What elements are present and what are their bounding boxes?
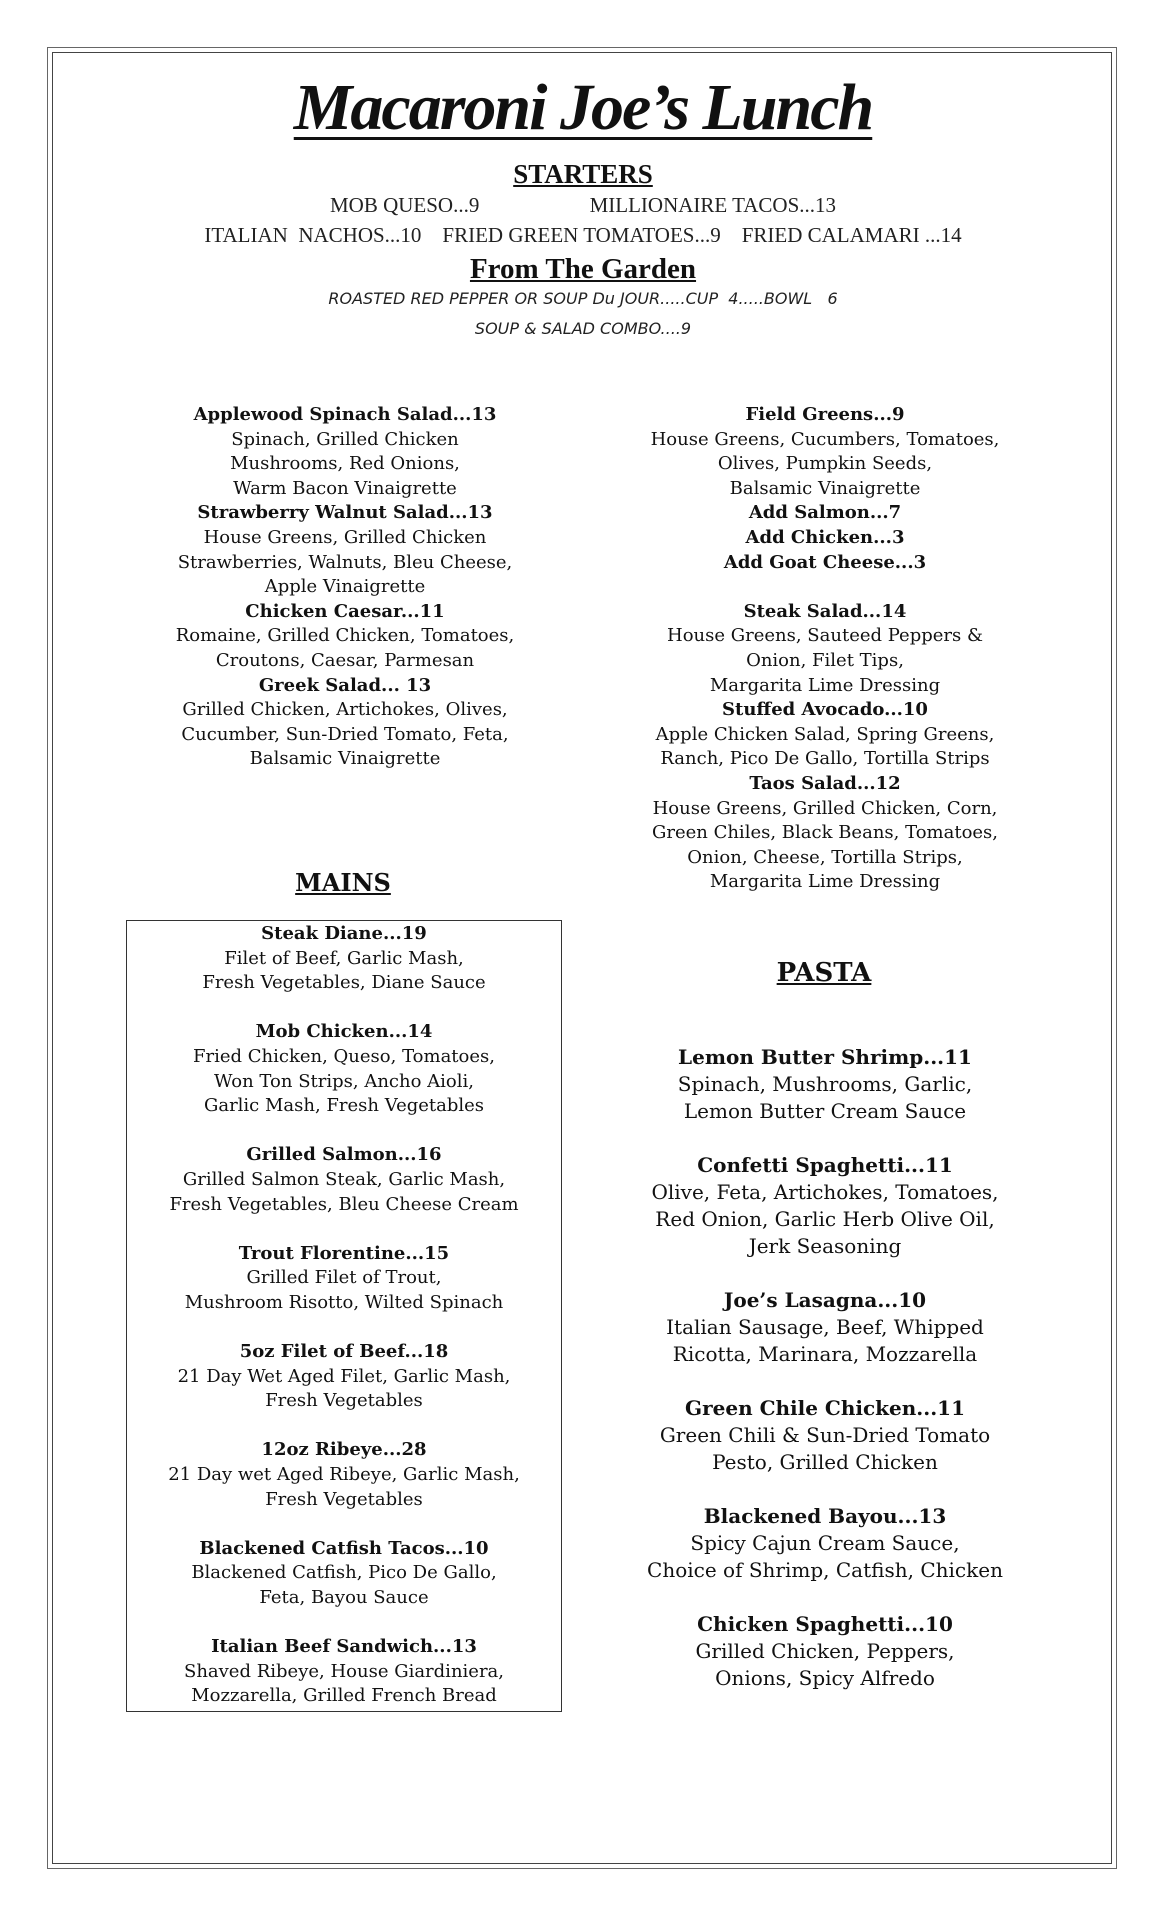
pasta-desc: Red Onion, Garlic Herb Olive Oil, <box>655 1207 995 1231</box>
salad-desc: House Greens, Grilled Chicken <box>203 526 487 548</box>
pasta-desc: Grilled Chicken, Peppers, <box>695 1639 955 1663</box>
main-item <box>126 1340 562 1414</box>
pasta-name: Confetti Spaghetti...11 <box>697 1153 953 1177</box>
pasta-desc: Onions, Spicy Alfredo <box>715 1666 935 1690</box>
salad-desc: Strawberries, Walnuts, Bleu Cheese, <box>177 551 513 573</box>
main-desc: Garlic Mash, Fresh Vegetables <box>203 1095 485 1117</box>
pasta-name: Chicken Spaghetti...10 <box>697 1612 953 1636</box>
salad-desc: Onion, Filet Tips, <box>746 649 904 671</box>
salad-desc: Cucumber, Sun-Dried Tomato, Feta, <box>181 723 509 745</box>
pasta-desc: Spicy Cajun Cream Sauce, <box>690 1531 960 1555</box>
soup-combo-line: SOUP & SALAD COMBO....9 <box>474 319 692 338</box>
salads-left-column <box>130 403 560 772</box>
pasta-item <box>610 1287 1040 1368</box>
main-name: Blackened Catfish Tacos...10 <box>199 1537 489 1559</box>
main-item <box>126 1438 562 1512</box>
salad-desc: Romaine, Grilled Chicken, Tomatoes, <box>175 625 515 647</box>
salad-desc: House Greens, Grilled Chicken, Corn, <box>652 797 998 819</box>
main-desc: Fresh Vegetables, Bleu Cheese Cream <box>169 1193 519 1215</box>
salad-desc: Warm Bacon Vinaigrette <box>233 477 457 499</box>
salad-desc: Croutons, Caesar, Parmesan <box>215 649 475 671</box>
pasta-desc: Spinach, Mushrooms, Garlic, <box>677 1072 973 1096</box>
salad-name: Strawberry Walnut Salad...13 <box>197 502 493 524</box>
starters-row-2 <box>0 221 1166 249</box>
salad-name: Taos Salad...12 <box>749 772 901 794</box>
salad-desc: Apple Vinaigrette <box>264 576 426 598</box>
salad-desc: Ranch, Pico De Gallo, Tortilla Strips <box>660 748 990 770</box>
soup-line: ROASTED RED PEPPER OR SOUP Du JOUR.....CUP 4.....BOWL 6 <box>328 289 838 308</box>
pasta-desc: Lemon Butter Cream Sauce <box>683 1099 967 1123</box>
main-desc: Filet of Beef, Garlic Mash, <box>224 947 464 969</box>
garden-heading: From The Garden <box>469 253 697 285</box>
salad-desc: House Greens, Cucumbers, Tomatoes, <box>650 428 1000 450</box>
main-item <box>126 1020 562 1118</box>
add-on: Add Goat Cheese...3 <box>723 551 927 573</box>
pasta-item <box>610 1395 1040 1476</box>
main-item <box>126 1635 562 1709</box>
pasta-item <box>610 1044 1040 1125</box>
salad-name: Greek Salad... 13 <box>258 674 432 696</box>
main-desc: Grilled Filet of Trout, <box>246 1267 442 1289</box>
main-desc: Grilled Salmon Steak, Garlic Mash, <box>182 1168 506 1190</box>
starter-item: MOB QUESO...9 <box>329 193 480 217</box>
salad-desc: Mushrooms, Red Onions, <box>230 453 460 475</box>
salad-desc: Margarita Lime Dressing <box>709 674 941 696</box>
salad-desc: Apple Chicken Salad, Spring Greens, <box>655 723 995 745</box>
add-on: Add Chicken...3 <box>745 526 905 548</box>
main-name: 12oz Ribeye...28 <box>261 1439 427 1461</box>
main-desc: Fresh Vegetables <box>265 1488 423 1510</box>
pasta-heading: PASTA <box>776 958 872 988</box>
salad-name: Steak Salad...14 <box>743 600 907 622</box>
starters-row-1 <box>0 191 1166 219</box>
main-name: Mob Chicken...14 <box>255 1021 433 1043</box>
salad-desc: Margarita Lime Dressing <box>709 871 941 893</box>
main-desc: Fresh Vegetables <box>265 1390 423 1412</box>
salad-name: Stuffed Avocado...10 <box>722 699 928 721</box>
main-desc: Fresh Vegetables, Diane Sauce <box>202 972 486 994</box>
salad-name: Applewood Spinach Salad...13 <box>193 404 497 425</box>
pasta-name: Joe’s Lasagna...10 <box>723 1288 927 1312</box>
main-desc: Blackened Catfish, Pico De Gallo, <box>191 1562 497 1584</box>
menu-title <box>0 68 1166 148</box>
main-desc: Fried Chicken, Queso, Tomatoes, <box>193 1045 495 1067</box>
pasta-desc: Ricotta, Marinara, Mozzarella <box>672 1342 978 1366</box>
main-desc: Won Ton Strips, Ancho Aioli, <box>214 1070 474 1092</box>
salad-desc: Balsamic Vinaigrette <box>729 477 921 499</box>
main-desc: Shaved Ribeye, House Giardiniera, <box>183 1660 505 1682</box>
pasta-item <box>610 1152 1040 1260</box>
main-item <box>126 1537 562 1611</box>
main-desc: 21 Day wet Aged Ribeye, Garlic Mash, <box>168 1464 520 1486</box>
main-name: Steak Diane...19 <box>261 923 427 944</box>
starters-heading: STARTERS <box>513 159 653 189</box>
main-name: Italian Beef Sandwich...13 <box>211 1636 477 1658</box>
main-name: 5oz Filet of Beef...18 <box>239 1341 449 1363</box>
mains-list <box>126 922 562 1709</box>
salad-desc: Balsamic Vinaigrette <box>249 748 441 770</box>
salad-desc: Green Chiles, Black Beans, Tomatoes, <box>651 822 999 844</box>
pasta-desc: Choice of Shrimp, Catfish, Chicken <box>647 1558 1003 1582</box>
salad-desc: Onion, Cheese, Tortilla Strips, <box>687 846 963 868</box>
main-item <box>126 1143 562 1217</box>
add-on: Add Salmon...7 <box>748 502 902 524</box>
pasta-desc: Jerk Seasoning <box>748 1234 902 1258</box>
starter-item: FRIED CALAMARI ...14 <box>741 223 962 247</box>
pasta-desc: Pesto, Grilled Chicken <box>712 1450 938 1474</box>
main-name: Grilled Salmon...16 <box>246 1144 442 1166</box>
pasta-list <box>610 1044 1040 1719</box>
pasta-name: Green Chile Chicken...11 <box>685 1396 965 1420</box>
pasta-desc: Italian Sausage, Beef, Whipped <box>666 1315 984 1339</box>
mains-heading: MAINS <box>295 868 391 897</box>
menu-title-text: Macaroni Joe’s Lunch <box>293 71 873 144</box>
salad-name: Field Greens...9 <box>745 404 905 425</box>
salad-desc: Spinach, Grilled Chicken <box>231 428 459 450</box>
main-item <box>126 1242 562 1316</box>
salad-desc: Olives, Pumpkin Seeds, <box>717 453 933 475</box>
pasta-name: Blackened Bayou...13 <box>703 1504 947 1528</box>
pasta-desc: Olive, Feta, Artichokes, Tomatoes, <box>651 1180 999 1204</box>
salad-name: Chicken Caesar...11 <box>245 600 445 622</box>
pasta-item <box>610 1611 1040 1692</box>
pasta-item <box>610 1503 1040 1584</box>
salads-right-column <box>610 403 1040 895</box>
main-desc: Mushroom Risotto, Wilted Spinach <box>184 1291 504 1313</box>
salad-desc: Grilled Chicken, Artichokes, Olives, <box>182 699 508 721</box>
starter-item: MILLIONAIRE TACOS...13 <box>589 193 837 217</box>
pasta-desc: Green Chili & Sun-Dried Tomato <box>659 1423 991 1447</box>
main-desc: Mozzarella, Grilled French Bread <box>191 1685 497 1707</box>
starter-item: FRIED GREEN TOMATOES...9 <box>442 223 721 247</box>
main-item <box>126 922 562 996</box>
salad-desc: House Greens, Sauteed Peppers & <box>667 625 983 647</box>
main-desc: Feta, Bayou Sauce <box>259 1587 429 1609</box>
pasta-name: Lemon Butter Shrimp...11 <box>678 1045 972 1069</box>
main-name: Trout Florentine...15 <box>238 1242 450 1264</box>
spacer <box>610 575 1040 600</box>
starter-item: ITALIAN NACHOS...10 <box>204 223 422 247</box>
main-desc: 21 Day Wet Aged Filet, Garlic Mash, <box>177 1365 511 1387</box>
